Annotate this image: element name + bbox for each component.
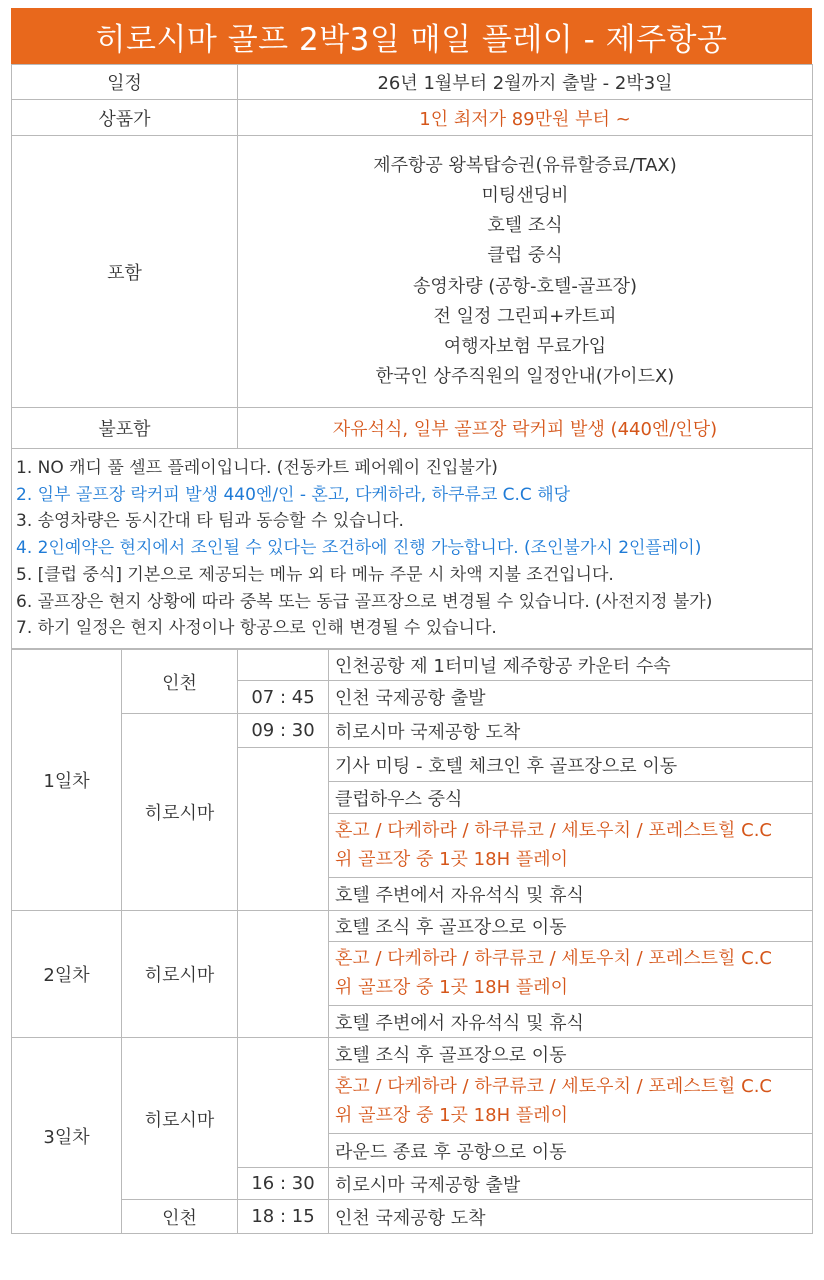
include-item: 여행자보험 무료가입 <box>443 335 607 357</box>
note-item: 1. NO 캐디 풀 셀프 플레이입니다. (전동카트 페어웨이 진입불가) <box>16 457 498 478</box>
product-info-table <box>11 64 813 649</box>
activity-cell: 인천공항 제 1터미널 제주항공 카운터 수속 <box>329 650 813 681</box>
activity-cell: 히로시마 국제공항 도착 <box>329 714 813 748</box>
activity-cell: 히로시마 국제공항 출발 <box>329 1168 813 1200</box>
schedule-table <box>11 649 813 1234</box>
time-cell <box>238 748 329 911</box>
golf-activity-cell <box>329 1070 813 1134</box>
exclude-label: 불포함 <box>12 408 238 449</box>
exclude-value: 자유석식, 일부 골프장 락커피 발생 (440엔/인당) <box>238 408 813 449</box>
include-item: 클럽 중식 <box>487 245 563 267</box>
activity-cell: 호텔 조식 후 골프장으로 이동 <box>329 1038 813 1070</box>
place-cell: 인천 <box>122 650 238 714</box>
include-item: 한국인 상주직원의 일정안내(가이드X) <box>375 366 675 388</box>
day-label: 3일차 <box>12 1038 122 1234</box>
golf-course-list: 혼고 / 다케하라 / 하쿠류코 / 세토우치 / 포레스트힐 C.C <box>335 1076 772 1097</box>
time-cell <box>238 1038 329 1168</box>
golf-activity-cell <box>329 814 813 878</box>
include-label: 포함 <box>12 136 238 408</box>
note-item: 5. [클럽 중식] 기본으로 제공되는 메뉴 외 타 메뉴 주문 시 차액 지불 조건입니다. <box>16 564 614 585</box>
golf-play-note: 위 골프장 중 1곳 18H 플레이 <box>335 1104 568 1126</box>
include-item: 제주항공 왕복탑승권(유류할증료/TAX) <box>373 154 677 176</box>
page-title: 히로시마 골프 2박3일 매일 플레이 - 제주항공 <box>11 8 812 64</box>
golf-play-note: 위 골프장 중 1곳 18H 플레이 <box>335 976 568 998</box>
itinerary-sheet <box>11 8 812 1234</box>
notes-list <box>12 449 813 649</box>
time-cell: 18 : 15 <box>238 1200 329 1234</box>
include-item: 미팅샌딩비 <box>481 184 569 206</box>
include-item: 송영차량 (공항-호텔-골프장) <box>412 275 638 297</box>
note-item: 6. 골프장은 현지 상황에 따라 중복 또는 동급 골프장으로 변경될 수 있습니다. (사전지정 불가) <box>16 591 713 612</box>
activity-cell: 호텔 주변에서 자유석식 및 휴식 <box>329 1006 813 1038</box>
include-item: 호텔 조식 <box>487 215 563 237</box>
note-item: 4. 2인예약은 현지에서 조인될 수 있다는 조건하에 진행 가능합니다. (조인불가시 2인플레이) <box>16 538 702 559</box>
activity-cell: 호텔 조식 후 골프장으로 이동 <box>329 911 813 942</box>
time-cell: 09 : 30 <box>238 714 329 748</box>
activity-cell: 인천 국제공항 출발 <box>329 681 813 714</box>
schedule-label: 일정 <box>12 65 238 100</box>
day-label: 1일차 <box>12 650 122 911</box>
golf-course-list: 혼고 / 다케하라 / 하쿠류코 / 세토우치 / 포레스트힐 C.C <box>335 948 772 969</box>
day-label: 2일차 <box>12 911 122 1038</box>
time-cell <box>238 650 329 681</box>
time-cell <box>238 911 329 1038</box>
note-item: 2. 일부 골프장 락커피 발생 440엔/인 - 혼고, 다케하라, 하쿠류코 C.C 해당 <box>16 484 571 505</box>
include-list <box>238 136 813 408</box>
price-label: 상품가 <box>12 100 238 136</box>
golf-play-note: 위 골프장 중 1곳 18H 플레이 <box>335 848 568 870</box>
time-cell: 16 : 30 <box>238 1168 329 1200</box>
golf-course-list: 혼고 / 다케하라 / 하쿠류코 / 세토우치 / 포레스트힐 C.C <box>335 820 772 841</box>
schedule-value: 26년 1월부터 2월까지 출발 - 2박3일 <box>238 65 813 100</box>
note-item: 3. 송영차량은 동시간대 타 팀과 동승할 수 있습니다. <box>16 511 404 532</box>
activity-cell: 인천 국제공항 도착 <box>329 1200 813 1234</box>
place-cell: 히로시마 <box>122 1038 238 1200</box>
note-item: 7. 하기 일정은 현지 사정이나 항공으로 인해 변경될 수 있습니다. <box>16 618 497 639</box>
time-cell: 07 : 45 <box>238 681 329 714</box>
place-cell: 히로시마 <box>122 714 238 911</box>
activity-cell: 라운드 종료 후 공항으로 이동 <box>329 1134 813 1168</box>
activity-cell: 클럽하우스 중식 <box>329 782 813 814</box>
place-cell: 히로시마 <box>122 911 238 1038</box>
place-cell: 인천 <box>122 1200 238 1234</box>
include-item: 전 일정 그린피+카트피 <box>433 305 617 327</box>
activity-cell: 호텔 주변에서 자유석식 및 휴식 <box>329 878 813 911</box>
golf-activity-cell <box>329 942 813 1006</box>
price-value: 1인 최저가 89만원 부터 ~ <box>238 100 813 136</box>
activity-cell: 기사 미팅 - 호텔 체크인 후 골프장으로 이동 <box>329 748 813 782</box>
